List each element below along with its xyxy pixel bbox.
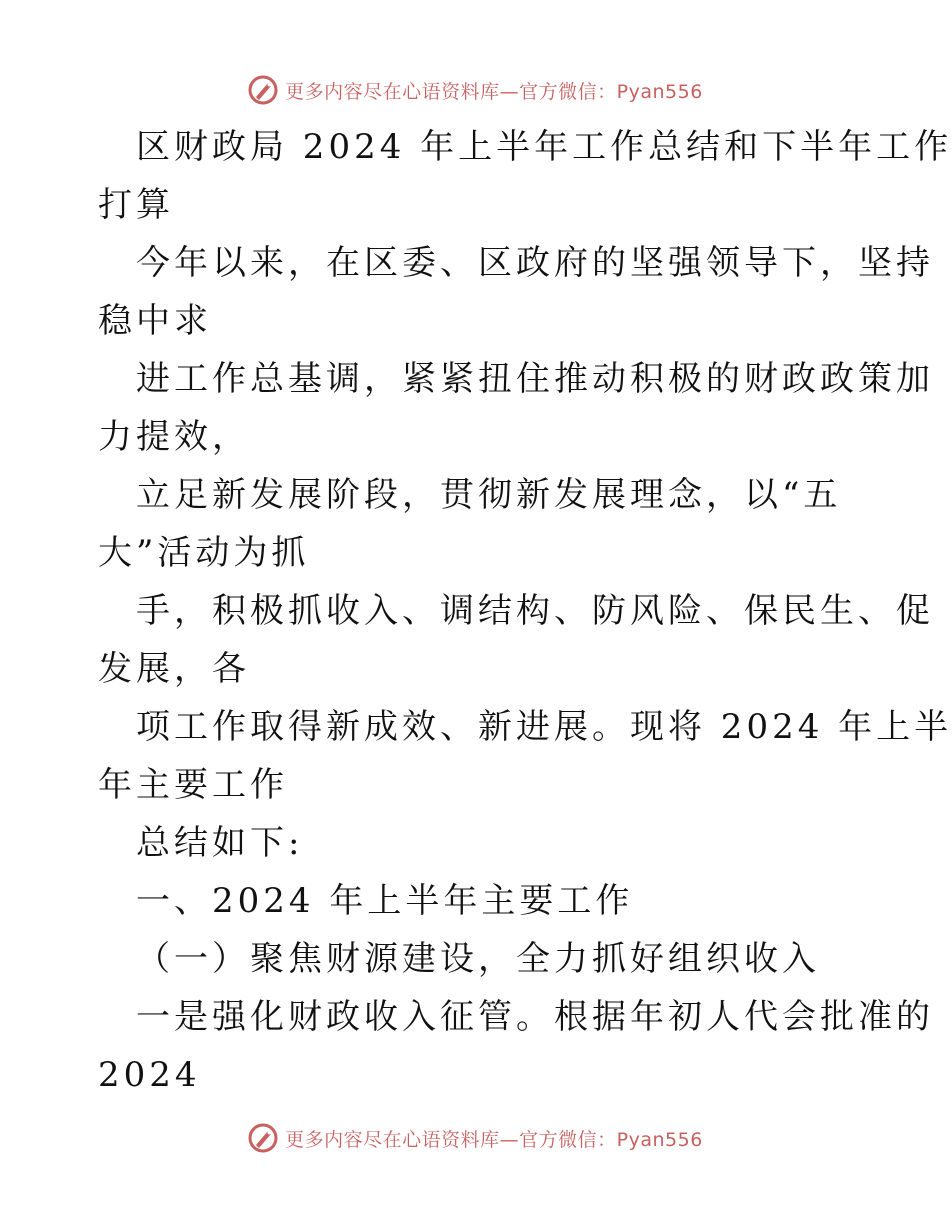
paragraph-line: 发展，各 <box>98 649 250 689</box>
paragraph-line: 立足新发展阶段，贯彻新发展理念，以“五 <box>136 475 842 515</box>
paragraph-line: 一是强化财政收入征管。根据年初人代会批准的 <box>136 997 934 1037</box>
paragraph-line: 手，积极抓收入、调结构、防风险、保民生、促 <box>136 591 934 631</box>
paragraph-line: 稳中求 <box>98 301 212 341</box>
document-title-line: 打算 <box>98 185 174 225</box>
pen-seal-icon <box>247 74 279 106</box>
document-title-line: 区财政局 2024 年上半年工作总结和下半年工作 <box>136 127 952 167</box>
paragraph-line: 大”活动为抓 <box>98 533 310 573</box>
watermark-text: 更多内容尽在心语资料库—官方微信：Pyan556 <box>285 1128 703 1151</box>
document-body <box>98 118 952 1104</box>
section-heading: 一、2024 年上半年主要工作 <box>136 881 634 921</box>
paragraph-line: 今年以来，在区委、区政府的坚强领导下，坚持 <box>136 243 934 283</box>
paragraph-line: 进工作总基调，紧紧扭住推动积极的财政政策加 <box>136 359 934 399</box>
watermark-text: 更多内容尽在心语资料库—官方微信：Pyan556 <box>285 80 703 103</box>
paragraph-line: 力提效， <box>98 417 250 457</box>
paragraph-line: 总结如下: <box>136 823 304 863</box>
paragraph-line: 年主要工作 <box>98 765 288 805</box>
watermark-header <box>0 70 950 110</box>
paragraph-line: 2024 <box>98 1055 201 1095</box>
paragraph-line: 项工作取得新成效、新进展。现将 2024 年上半 <box>136 707 952 747</box>
pen-seal-icon <box>247 1122 279 1154</box>
subsection-heading: （一）聚焦财源建设，全力抓好组织收入 <box>136 939 820 979</box>
watermark-footer <box>0 1118 950 1158</box>
